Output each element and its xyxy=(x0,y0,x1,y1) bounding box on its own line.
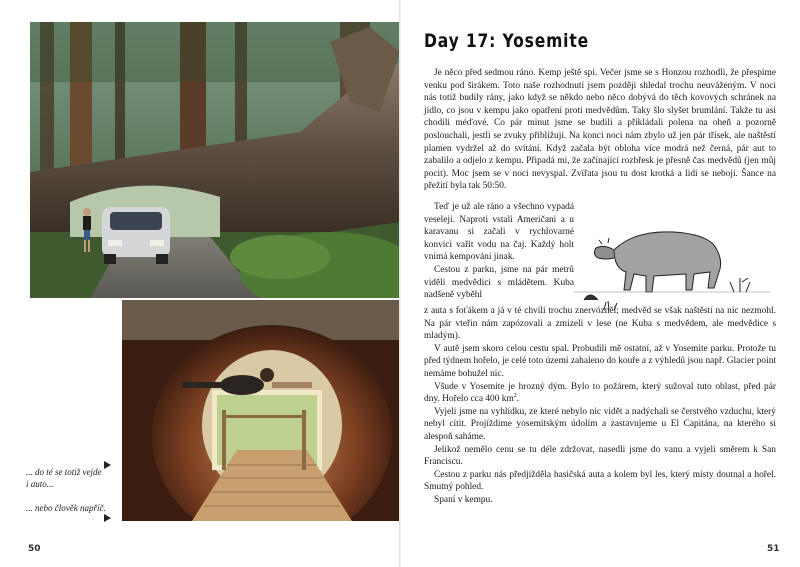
photo-tunnel-log xyxy=(30,22,400,298)
caption-person: ... nebo člověk napříč. xyxy=(26,503,106,513)
superscript: 2 xyxy=(513,393,517,400)
paragraph: Spaní v kempu. xyxy=(434,494,493,505)
paragraph: Jelikož nemělo cenu se tu déle zdržovat, nasedli jsme do vanu a vyjeli směrem k San Franciscu. xyxy=(424,444,776,468)
page-number-right: 51 xyxy=(767,544,780,554)
paragraph: Vyjeli jsme na vyhlídku, ze které nebylo nic vidět a nadýchali se čerstvého vzduchu, který nebyl cítit. Projíždíme yosemitským údolím a zastavujeme u El Capitána, na kterého si alespoň saháme. xyxy=(424,406,776,442)
caption-arrow-icon xyxy=(104,461,111,469)
paragraph: Cestou z parku nás předjížděla hasičská auta a kolem byl les, který místy doutnal a hořel. Smutný pohled. xyxy=(424,469,776,493)
paragraph xyxy=(424,381,776,406)
paragraph: V autě jsem skoro celou cestu spal. Probudili mě ostatní, až v Yosemite parku. Protože tu před týdnem hořelo, je celé toto území zahaleno do kouře a z výhledů jsou např. Glacier point nemáme bohužel nic. xyxy=(424,343,776,379)
paragraph: Je něco před sedmou ráno. Kemp ještě spí. Večer jsme se s Honzou rozhodli, že přespíme venku pod širákem. Toto naše rozhodnutí jsem později shledal trochu neuváženým. V noci nás totiž budily rány, jako když se někdo nebo něco dobývá do těch kovových schránek na jídlo, co jsou v kempu jako opatření proti medvědům. Taky šlo slyšet brumlání. Takže tu asi chodili méďové. Co pár minut jsme se budili a přikládali polena na oheň a pozorně poslouchali, jestli se zvuky přibližují. Na konci noci nám zbylo už jen pár třísek, ale naštěstí plamen vydržel až do svítání. Když začala být obloha více modrá než černá, pár aut to zabalilo a odjelo z kempu. Připadá mi, že začínající rozbřesk je přesně čas medvědů (jen můj pocit). Moc jsem se v noci nevyspal. Zvířata jsou tu dost krotká a lidí se nebojí. Šance na přežití byla tak 50:50. xyxy=(424,68,776,192)
paragraph: z auta s foťákem a já v té chvíli trochu znervózněl; medvěd se však naštěstí na nic nezmohl. Na pár vteřin nám zapózovali a zmizeli v lese (ne Kuba s medvědem, ale medvědice s mladým). xyxy=(424,306,776,342)
body-text-narrow xyxy=(424,201,574,302)
paragraph-text: Všude v Yosemite je hrozný dým. Bylo to požárem, který sužoval tuto oblast, před pár dny. Hořelo cca 400 km xyxy=(424,381,776,405)
tunnel-log-picture xyxy=(30,22,400,298)
paragraph-end: . xyxy=(516,394,520,405)
caption-car: ... do té se totiž vejde i auto... xyxy=(26,467,102,489)
caption-arrow-icon xyxy=(104,514,111,522)
paragraph: Teď je už ale ráno a všechno vypadá veseleji. Naproti vstali Američani a u karavanu si začali v rychlovarné konvici vařit vodu na čaj. Každý holt vnímá kempování jinak. xyxy=(424,202,574,263)
paragraph: Cestou z parku, jsme na pár metrů viděli medvědici s mládětem. Kuba nadšeně vyběhl xyxy=(424,264,574,301)
bear-sketch-icon xyxy=(574,210,770,310)
body-text-top xyxy=(424,67,776,193)
chapter-title: Day 17: Yosemite xyxy=(424,30,589,52)
page-number-left: 50 xyxy=(28,544,41,554)
photo-hollow-log xyxy=(120,298,400,521)
hollow-log-picture xyxy=(122,300,400,521)
body-text-bottom xyxy=(424,305,776,507)
